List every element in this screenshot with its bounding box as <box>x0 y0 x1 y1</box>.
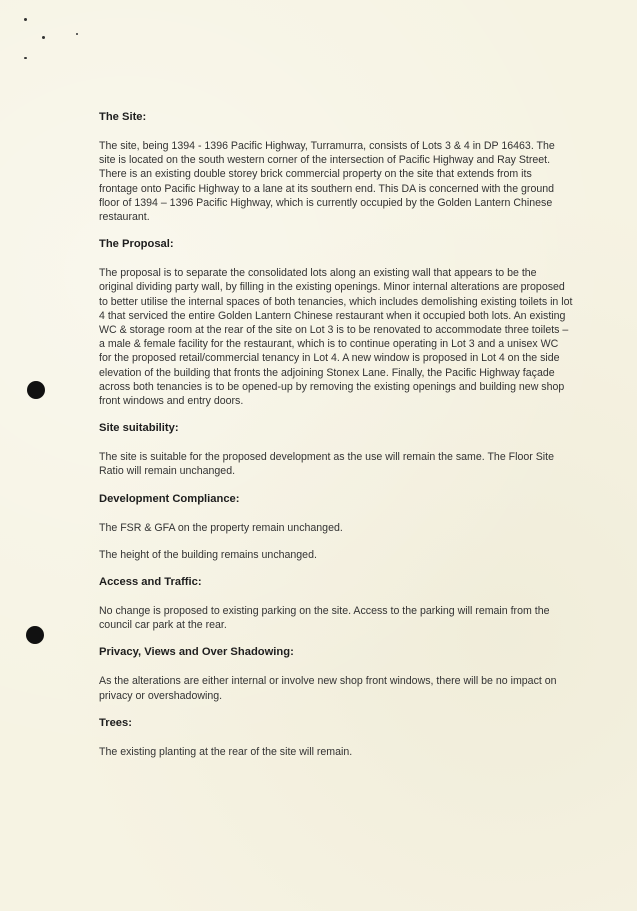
section-trees <box>99 716 573 759</box>
section-paragraph: The existing planting at the rear of the site will remain. <box>99 745 353 758</box>
speck-mark <box>76 33 78 35</box>
section-heading: Privacy, Views and Over Shadowing: <box>99 646 294 659</box>
section-heading: The Site: <box>99 111 147 123</box>
section-the-proposal <box>99 237 573 408</box>
section-heading: Site suitability: <box>99 422 179 435</box>
section-the-site <box>99 110 573 224</box>
section-development-compliance <box>99 492 573 562</box>
speck-mark <box>24 57 27 59</box>
speck-mark <box>42 36 45 39</box>
section-heading: The Proposal: <box>99 238 174 251</box>
section-heading: Development Compliance: <box>99 492 240 505</box>
section-paragraph: The height of the building remains unchanged. <box>99 548 317 561</box>
section-paragraph: The FSR & GFA on the property remain unchanged. <box>99 521 343 534</box>
section-paragraph: The site, being 1394 - 1396 Pacific Highway, Turramurra, consists of Lots 3 & 4 in DP 16463. The site is located on the south western corner of the intersection of Pacific Highway and Ray Street. There is an existing double storey brick commercial property on the site that extends from its frontage onto Pacific Highway to a lane at its southern end. This DA is concerned with the ground floor of 1394 – 1396 Pacific Highway, which is currently occupied by the Golden Lantern Chinese restaurant. <box>99 140 555 224</box>
speck-mark <box>24 18 27 21</box>
section-heading: Trees: <box>99 716 132 729</box>
section-paragraph: The site is suitable for the proposed development as the use will remain the same. The Floor Site Ratio will remain unchanged. <box>99 451 554 478</box>
punch-hole-top <box>27 381 45 399</box>
section-paragraph: As the alterations are either internal or involve new shop front windows, there will be no impact on privacy or overshadowing. <box>99 675 557 702</box>
section-heading: Access and Traffic: <box>99 576 202 589</box>
punch-hole-bottom <box>26 626 44 644</box>
section-privacy-views-shadowing <box>99 645 573 702</box>
section-paragraph: No change is proposed to existing parking on the site. Access to the parking will remain from the council car park at the rear. <box>99 605 550 632</box>
section-paragraph: The proposal is to separate the consolidated lots along an existing wall that appears to be the original dividing party wall, by filling in the existing openings. Minor internal alterations are proposed to better utilise the internal spaces of both tenancies, which includes demolishing existing toilets in lot 4 that serviced the entire Golden Lantern Chinese restaurant when it occupied both lots. An existing WC & storage room at the rear of the site on Lot 3 is to be renovated to accommodate three toilets – a male & female facility for the restaurant, which is to continue operating in Lot 3 and a unisex WC for the proposed retail/commercial tenancy in Lot 4. A new window is proposed in Lot 4 on the side elevation of the building that fronts the adjoining Stonex Lane. Finally, the Pacific Highway façade across both tenancies is to be opened-up by removing the existing openings and building new shop front windows and entry doors. <box>99 267 573 408</box>
document-body <box>99 110 573 772</box>
section-site-suitability <box>99 421 573 478</box>
section-access-and-traffic <box>99 575 573 632</box>
